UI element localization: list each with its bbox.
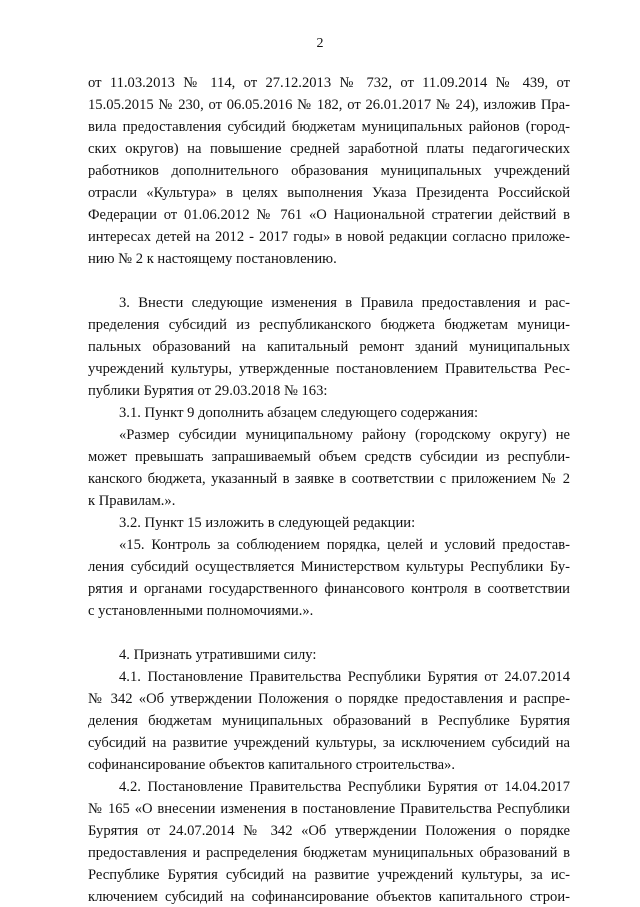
text-line: Бурятия от 24.07.2014 № 342 «Об утверждении Положения о порядке xyxy=(88,823,570,839)
paragraph-first-line: 3. Внести следующие изменения в Правила предоставления и рас- xyxy=(119,295,570,311)
text-line: Республике Бурятия субсидий на развитие учреждений культуры, за ис- xyxy=(88,867,570,883)
text-line: нию № 2 к настоящему постановлению. xyxy=(88,251,337,267)
text-line: пределения субсидий из республиканского бюджета бюджетам муници- xyxy=(88,317,570,333)
text-line: публики Бурятия от 29.03.2018 № 163: xyxy=(88,383,328,399)
text-line: деления бюджетам муниципальных образований в Республике Бурятия xyxy=(88,713,570,729)
paragraph-first-line: 3.2. Пункт 15 изложить в следующей редакции: xyxy=(119,515,416,531)
paragraph-first-line: 3.1. Пункт 9 дополнить абзацем следующего содержания: xyxy=(119,405,479,421)
text-line: с установленными полномочиями.». xyxy=(88,603,314,619)
text-line: № 165 «О внесении изменения в постановление Правительства Республики xyxy=(88,801,570,817)
text-line: ления субсидий осуществляется Министерством культуры Республики Бу- xyxy=(88,559,570,575)
text-line: ских округов) на повышение средней заработной платы педагогических xyxy=(88,141,570,157)
paragraph-first-line: 4.1. Постановление Правительства Республики Бурятия от 24.07.2014 xyxy=(119,669,570,685)
text-line: субсидий на развитие учреждений культуры, за исключением субсидий на xyxy=(88,735,570,751)
text-line: к Правилам.». xyxy=(88,493,176,509)
text-line: предоставления и распределения бюджетам муниципальных образований в xyxy=(88,845,570,861)
text-line: может превышать запрашиваемый объем средств субсидии из республи- xyxy=(88,449,570,465)
text-line: отрасли «Культура» в целях выполнения Указа Президента Российской xyxy=(88,185,570,201)
text-line: интересах детей на 2012 - 2017 годы» в новой редакции согласно приложе- xyxy=(88,229,570,245)
paragraph-first-line: «Размер субсидии муниципальному району (городскому округу) не xyxy=(119,427,570,443)
text-line: канского бюджета, указанный в заявке в соответствии с приложением № 2 xyxy=(88,471,570,487)
paragraph-first-line: 4. Признать утратившими силу: xyxy=(119,647,317,663)
text-line: ключением субсидий на софинансирование объектов капитального строи- xyxy=(88,889,570,905)
text-line: пальных образований на капитальный ремонт зданий муниципальных xyxy=(88,339,570,355)
paragraph-first-line: 4.2. Постановление Правительства Республики Бурятия от 14.04.2017 xyxy=(119,779,570,795)
text-line: от 11.03.2013 № 114, от 27.12.2013 № 732, от 11.09.2014 № 439, от xyxy=(88,75,570,91)
text-line: 15.05.2015 № 230, от 06.05.2016 № 182, от 26.01.2017 № 24), изложив Пра- xyxy=(88,97,570,113)
text-line: № 342 «Об утверждении Положения о порядке предоставления и распре- xyxy=(88,691,570,707)
text-line: вила предоставления субсидий бюджетам муниципальных районов (город- xyxy=(88,119,570,135)
page-number: 2 xyxy=(316,36,324,51)
text-line: рятия и органами государственного финансового контроля в соответствии xyxy=(88,581,570,597)
text-line: учреждений культуры, утвержденные постановлением Правительства Рес- xyxy=(88,361,570,377)
text-line: работников дополнительного образования муниципальных учреждений xyxy=(88,163,570,179)
text-line: софинансирование объектов капитального строительства». xyxy=(88,757,455,773)
paragraph-first-line: «15. Контроль за соблюдением порядка, целей и условий предостав- xyxy=(119,537,570,553)
text-line: Федерации от 01.06.2012 № 761 «О Национальной стратегии действий в xyxy=(88,207,570,223)
